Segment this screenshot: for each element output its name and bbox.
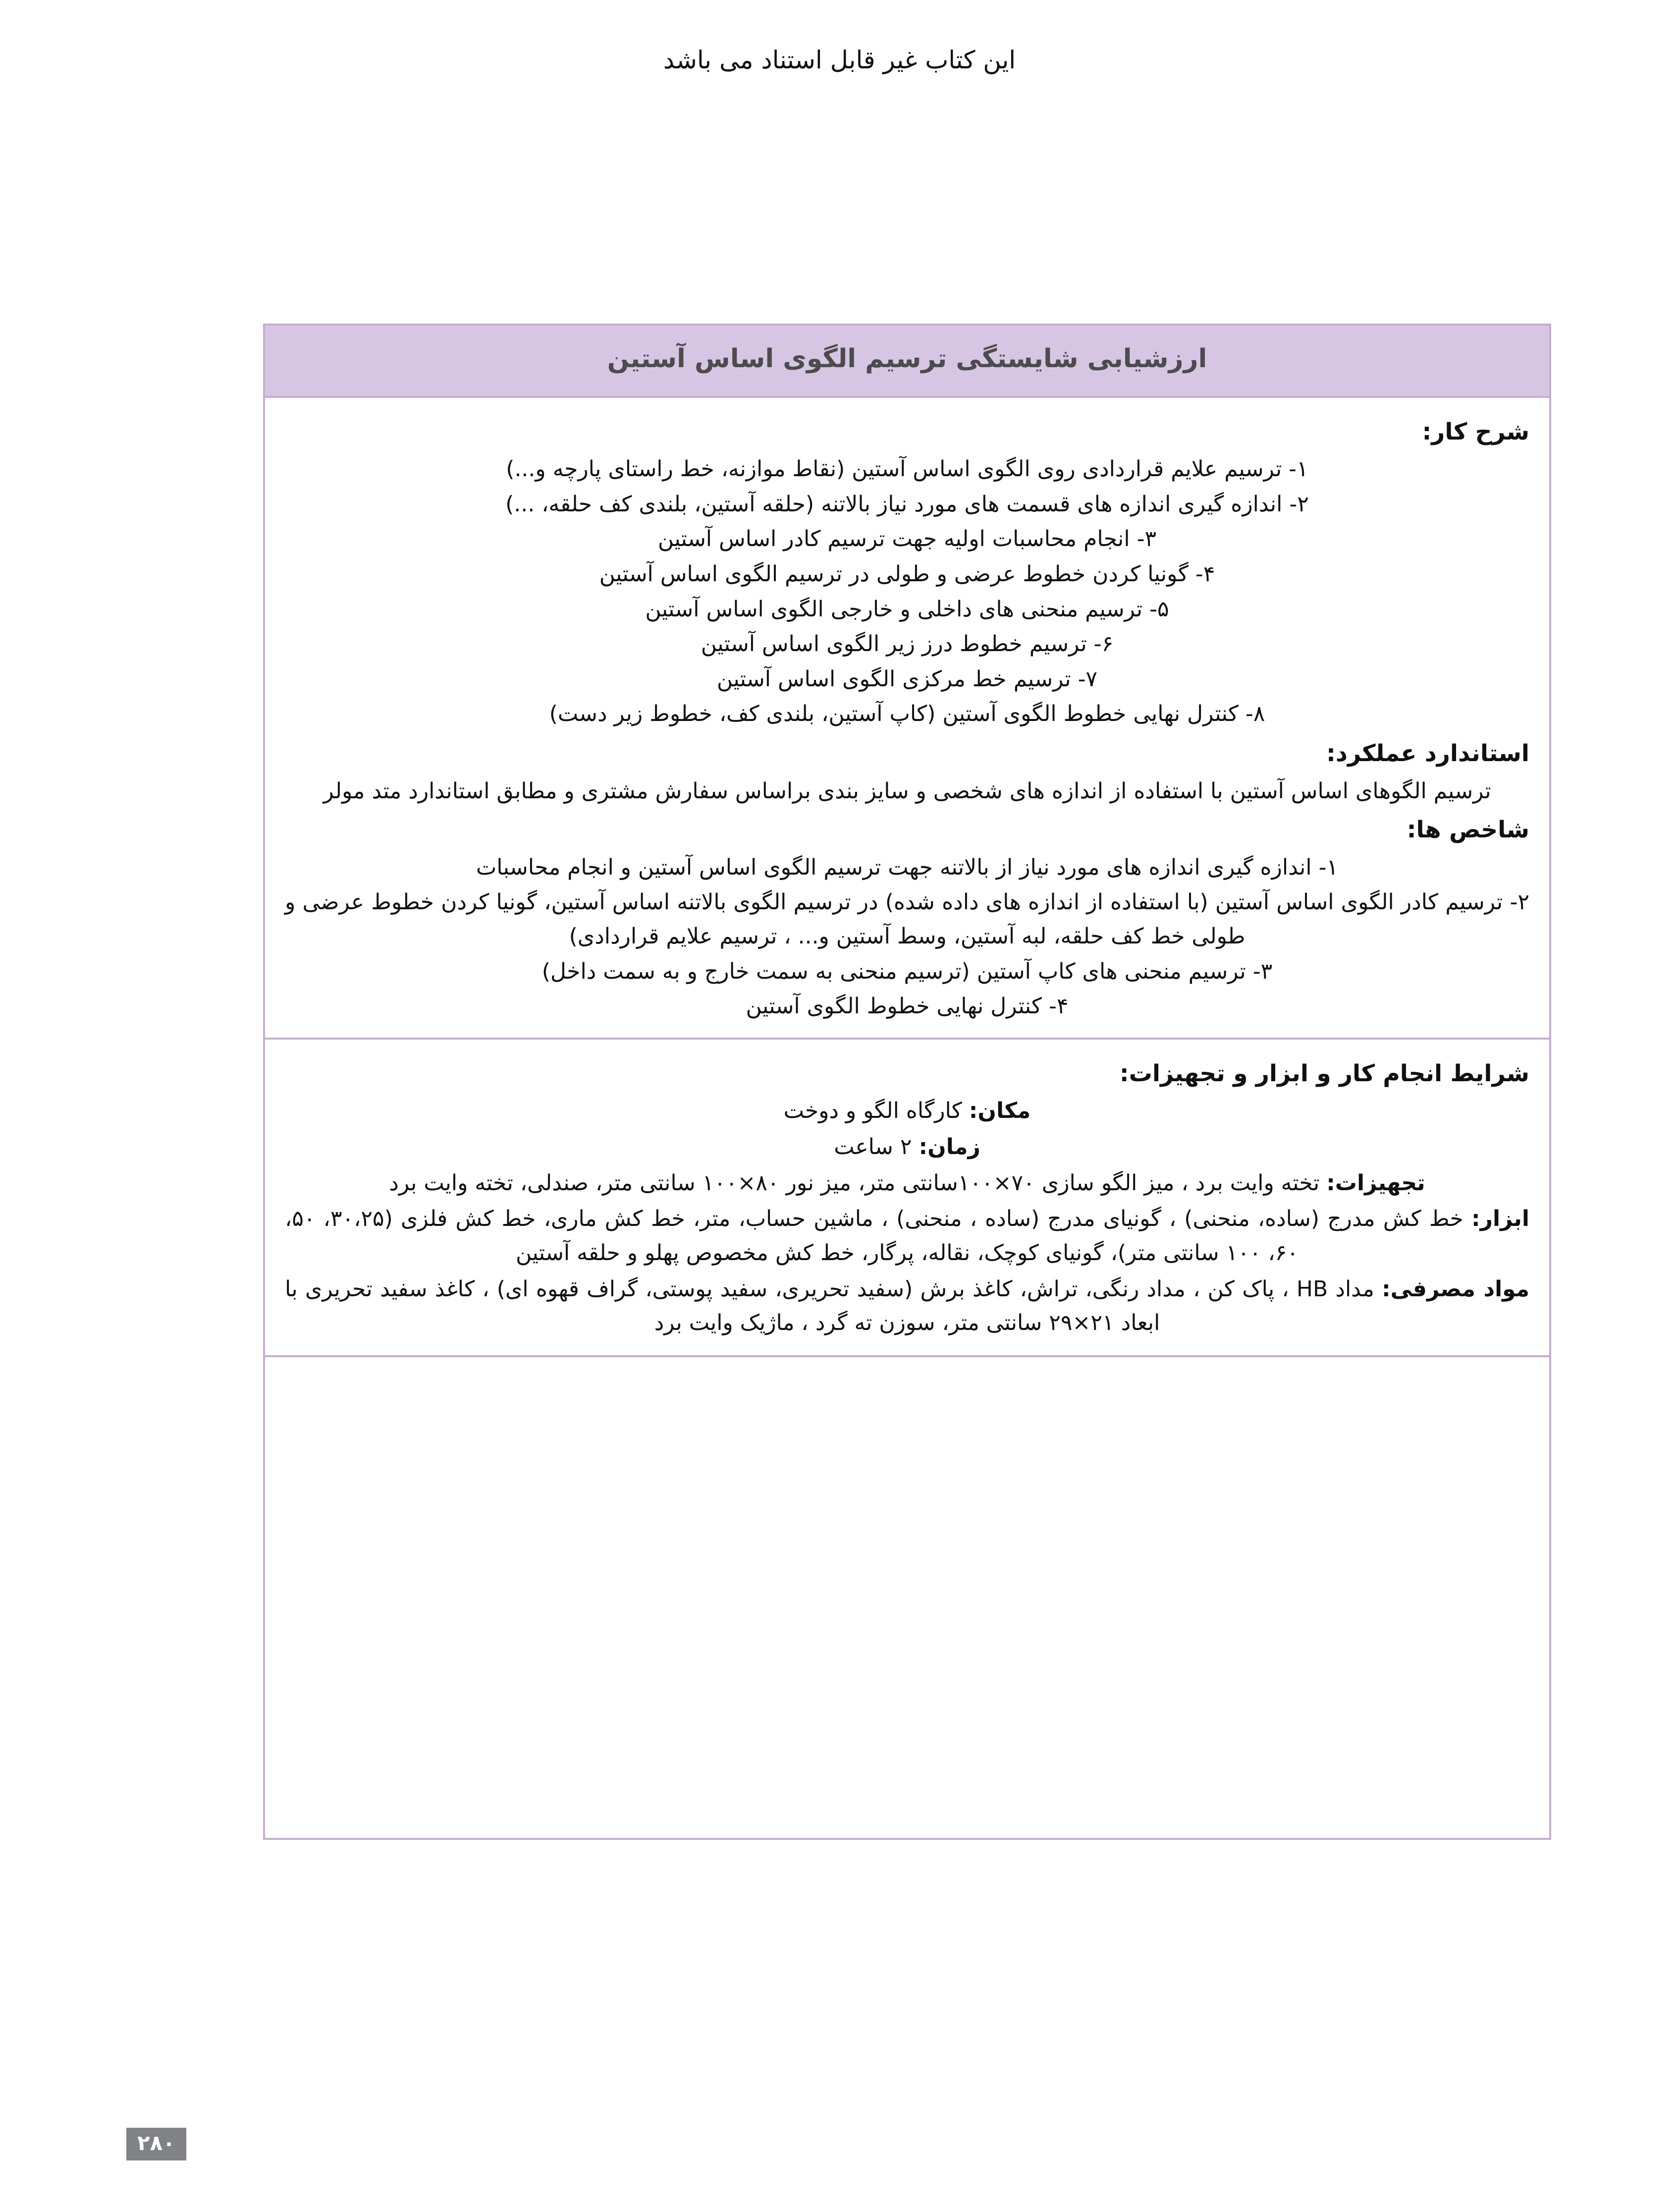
list-item: ۴- کنترل نهایی خطوط الگوی آستین bbox=[746, 994, 1069, 1019]
job-description-heading: شرح کار: bbox=[1422, 418, 1529, 445]
list-item: ۵- ترسیم منحنی های داخلی و خارجی الگوی اساس آستین bbox=[645, 596, 1169, 622]
list-item: ۳- انجام محاسبات اولیه جهت ترسیم کادر اساس آستین bbox=[657, 526, 1157, 552]
section-job-description bbox=[265, 398, 1549, 1040]
condition-tools bbox=[285, 1202, 1529, 1270]
condition-time-label: زمان: bbox=[919, 1134, 980, 1160]
condition-consumables-value: مداد HB ، پاک کن ، مداد رنگی، تراش، کاغذ برش (سفید تحریری، سفید پوستی، گراف قهوه ای) ، کاغذ سفید تحریری با ابعاد ۲۱×۲۹ سانتی متر، سوزن ته گرد ، ماژیک وایت برد bbox=[285, 1276, 1374, 1336]
indicators-heading: شاخص ها: bbox=[1407, 816, 1529, 844]
list-item: ۱- ترسیم علایم قراردادی روی الگوی اساس آستین (نقاط موازنه، خط راستای پارچه و...) bbox=[506, 456, 1308, 482]
condition-location bbox=[285, 1094, 1529, 1128]
section-empty-scoring-area bbox=[265, 1357, 1549, 1838]
list-item: ۶- ترسیم خطوط درز زیر الگوی اساس آستین bbox=[701, 631, 1114, 657]
condition-tools-value: خط کش مدرج (ساده، منحنی) ، گونیای مدرج (ساده ، منحنی) ، ماشین حساب، متر، خط کش ماری، خط کش فلزی (۳۰،۲۵، ۵۰، ۶۰، ۱۰۰ سانتی متر)، گونیای کوچک، نقاله، پرگار، خط کش مخصوص پهلو و حلقه آستین bbox=[285, 1206, 1463, 1266]
list-item: ۸- کنترل نهایی خطوط الگوی آستین (کاپ آستین، بلندی کف، خطوط زیر دست) bbox=[549, 701, 1265, 727]
condition-equipment-value: تخته وایت برد ، میز الگو سازی ۷۰×۱۰۰سانتی متر، میز نور ۸۰×۱۰۰ سانتی متر، صندلی، تخته وایت برد bbox=[389, 1170, 1320, 1196]
conditions-heading: شرایط انجام کار و ابزار و تجهیزات: bbox=[1119, 1059, 1529, 1087]
list-item: ۴- گونیا کردن خطوط عرضی و طولی در ترسیم الگوی اساس آستین bbox=[599, 561, 1215, 587]
assessment-table bbox=[263, 324, 1551, 1840]
table-title-row bbox=[265, 326, 1549, 398]
indicators-list bbox=[285, 851, 1529, 1024]
condition-location-label: مکان: bbox=[969, 1098, 1031, 1124]
list-item: ۱- اندازه گیری اندازه های مورد نیاز از بالاتنه جهت ترسیم الگوی اساس آستین و انجام محاسبات bbox=[476, 854, 1339, 880]
condition-consumables-label: مواد مصرفی: bbox=[1382, 1276, 1529, 1302]
list-item: ۳- ترسیم منحنی های کاپ آستین (ترسیم منحنی به سمت خارج و به سمت داخل) bbox=[542, 958, 1273, 984]
condition-equipment bbox=[285, 1166, 1529, 1201]
page-number-badge: ۲۸۰ bbox=[126, 2128, 186, 2160]
performance-standard-text: ترسیم الگوهای اساس آستین با استفاده از اندازه های شخصی و سایز بندی براساس سفارش مشتری و مطابق استاندارد متد مولر bbox=[323, 778, 1491, 804]
list-item: ۲- اندازه گیری اندازه های قسمت های مورد نیاز بالاتنه (حلقه آستین، بلندی کف حلقه، ...) bbox=[505, 491, 1309, 517]
performance-standard-heading: استاندارد عملکرد: bbox=[1326, 740, 1529, 768]
condition-consumables bbox=[285, 1272, 1529, 1340]
table-title: ارزشیابی شایستگی ترسیم الگوی اساس آستین bbox=[607, 344, 1207, 374]
condition-tools-label: ابزار: bbox=[1471, 1206, 1529, 1232]
list-item: ۲- ترسیم کادر الگوی اساس آستین (با استفاده از اندازه های داده شده) در ترسیم الگوی بالاتنه اساس آستین، گونیا کردن خطوط عرضی و طولی خط کف حلقه، لبه آستین، وسط آستین و... ، ترسیم علایم قراردادی) bbox=[285, 889, 1529, 949]
job-description-list bbox=[285, 452, 1529, 731]
running-head: این کتاب غیر قابل استناد می باشد bbox=[663, 46, 1016, 74]
condition-time-value: ۲ ساعت bbox=[834, 1134, 912, 1160]
section-conditions bbox=[265, 1040, 1549, 1357]
condition-location-value: کارگاه الگو و دوخت bbox=[783, 1098, 962, 1124]
condition-time bbox=[285, 1130, 1529, 1164]
condition-equipment-label: تجهیزات: bbox=[1326, 1170, 1425, 1196]
list-item: ۷- ترسیم خط مرکزی الگوی اساس آستین bbox=[716, 666, 1098, 692]
